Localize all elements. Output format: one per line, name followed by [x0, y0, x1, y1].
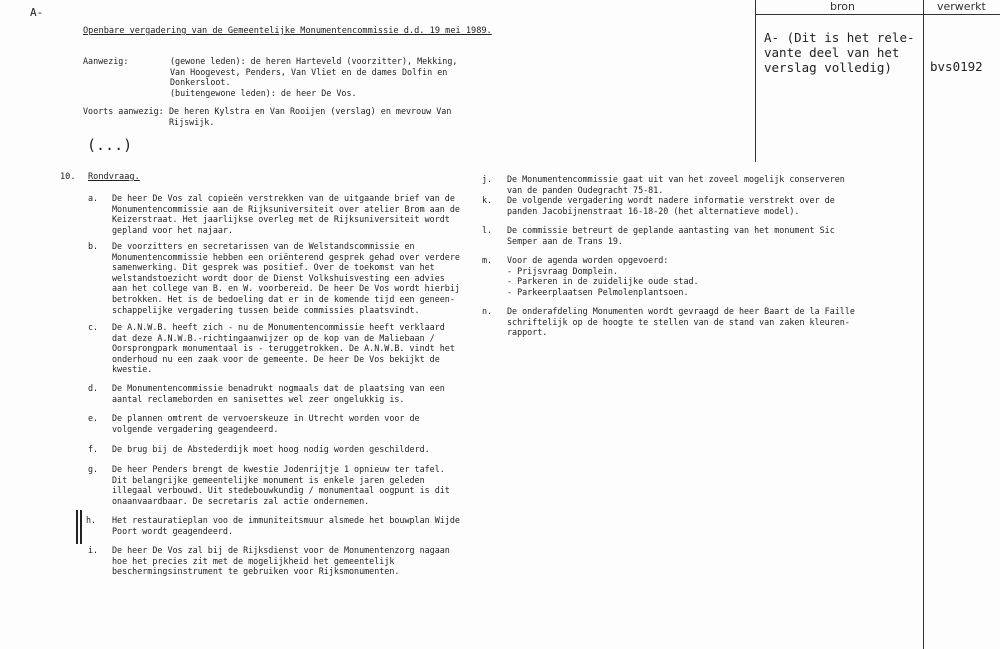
- item-letter: m.: [482, 255, 493, 265]
- document-code: bvs0192: [930, 59, 983, 74]
- section-heading: Rondvraag.: [88, 172, 140, 182]
- header-rule: [755, 14, 1000, 15]
- item-text: De plannen omtrent de vervoerskeuze in Utrecht worden voor de volgende vergadering geagendeerd.: [112, 413, 420, 434]
- item-text: De voorzitters en secretarissen van de Welstandscommissie en Monumentencommissie hebben een oriënterend gesprek gehad over verdere samenwerking. Dit gesprek was positief. Over de toekomst van het welstandstoezicht wordt door de Dienst Volkshuisvesting een advies aan het college van B. en W. voorbereid. De heer De Vos wordt hierbij betrokken. Het is de bedoeling dat er in de komende tijd een geneen- schappelijke vergadering tussen beide commissies plaatsvindt.: [112, 241, 460, 315]
- verwerkt-header: verwerkt: [937, 0, 986, 13]
- item-letter: e.: [88, 413, 99, 423]
- attendance-label: Aanwezig:: [83, 56, 129, 66]
- margin-divider: [755, 0, 756, 162]
- margin-marker: [76, 510, 78, 544]
- item-letter: n.: [482, 306, 493, 316]
- item-text: Het restauratieplan voo de immuniteitsmuur alsmede het bouwplan Wijde Poort wordt geagendeerd.: [112, 515, 460, 536]
- corner-label: A-: [30, 6, 44, 19]
- item-letter: c.: [88, 322, 99, 332]
- also-present-label: Voorts aanwezig:: [83, 106, 164, 116]
- attendance-text: (gewone leden): de heren Harteveld (voorzitter), Mekking, Van Hoogevest, Penders, Van Vliet en de dames Dolfin en Donkersloot. (buitengewone leden): de heer De Vos.: [170, 56, 458, 98]
- item-letter: i.: [88, 545, 99, 555]
- item-letter: a.: [88, 193, 99, 203]
- item-text: Voor de agenda worden opgevoerd: - Prijsvraag Domplein. - Parkeren in de zuidelijke oude stad. - Parkeerplaatsen Pelmolenplantsoen.: [507, 255, 699, 297]
- omission-marker: (...): [87, 136, 133, 154]
- also-present-text: De heren Kylstra en Van Rooijen (verslag) en mevrouw Van Rijswijk.: [169, 106, 452, 127]
- item-letter: j.: [482, 174, 493, 184]
- item-letter: f.: [88, 444, 99, 454]
- margin-marker: [80, 510, 82, 544]
- item-text: De heer De Vos zal bij de Rijksdienst voor de Monumentenzorg nagaan hoe het precies zit met de mogelijkheid het gemeentelijk beschermingsinstrument te gebruiken voor Rijksmonumenten.: [112, 545, 450, 577]
- item-letter: h.: [86, 515, 97, 525]
- bron-header: bron: [830, 0, 855, 13]
- margin-note: A- (Dit is het rele- vante deel van het verslag volledig): [764, 30, 915, 75]
- item-text: De Monumentencommissie benadrukt nogmaals dat de plaatsing van een aantal reclameborden en sanisettes wel zeer ongelukkig is.: [112, 383, 445, 404]
- item-letter: d.: [88, 383, 99, 393]
- item-text: De onderafdeling Monumenten wordt gevraagd de heer Baart de la Faille schriftelijk op de hoogte te stellen van de stand van zaken kleuren- rapport.: [507, 306, 855, 338]
- item-letter: g.: [88, 464, 99, 474]
- item-letter: k.: [482, 195, 493, 205]
- item-letter: b.: [88, 241, 99, 251]
- item-text: De A.N.W.B. heeft zich - nu de Monumentencommissie heeft verklaard dat deze A.N.W.B.-richtingaanwijzer op de kop van de Maliebaan / Oorsprongpark monumentaal is - teruggetrokken. De A.N.W.B. vindt het onderhoud nu een zaak voor de gemeente. De heer De Vos bekijkt de kwestie.: [112, 322, 455, 375]
- margin-divider: [923, 0, 924, 649]
- item-letter: l.: [482, 225, 493, 235]
- item-text: De Monumentencommissie gaat uit van het zoveel mogelijk conserveren van de panden Oudegracht 75-81.: [507, 174, 845, 195]
- item-text: De volgende vergadering wordt nadere informatie verstrekt over de panden Jacobijnenstraat 16-18-20 (het alternatieve model).: [507, 195, 835, 216]
- item-text: De heer Penders brengt de kwestie Jodenrijtje 1 opnieuw ter tafel. Dit belangrijke gemeentelijke monument is enkele jaren geleden illegaal verbouwd. Uit stedebouwkundig / monumentaal oogpunt is dit onaanvaardbaar. De secretaris zal actie ondernemen.: [112, 464, 450, 506]
- item-text: De heer De Vos zal copieën verstrekken van de uitgaande brief van de Monumentencommissie aan de Rijksuniversiteit over atelier Brom aan de Keizerstraat. Het jaarlijkse overleg met de Rijksuniversiteit wordt gepland voor het najaar.: [112, 193, 460, 235]
- item-text: De brug bij de Abstederdijk moet hoog nodig worden geschilderd.: [112, 444, 430, 454]
- page-title: Openbare vergadering van de Gemeentelijke Monumentencommissie d.d. 19 mei 1989.: [83, 26, 492, 36]
- item-text: De commissie betreurt de geplande aantasting van het monument Sic Semper aan de Trans 19.: [507, 225, 835, 246]
- section-number: 10.: [60, 172, 76, 182]
